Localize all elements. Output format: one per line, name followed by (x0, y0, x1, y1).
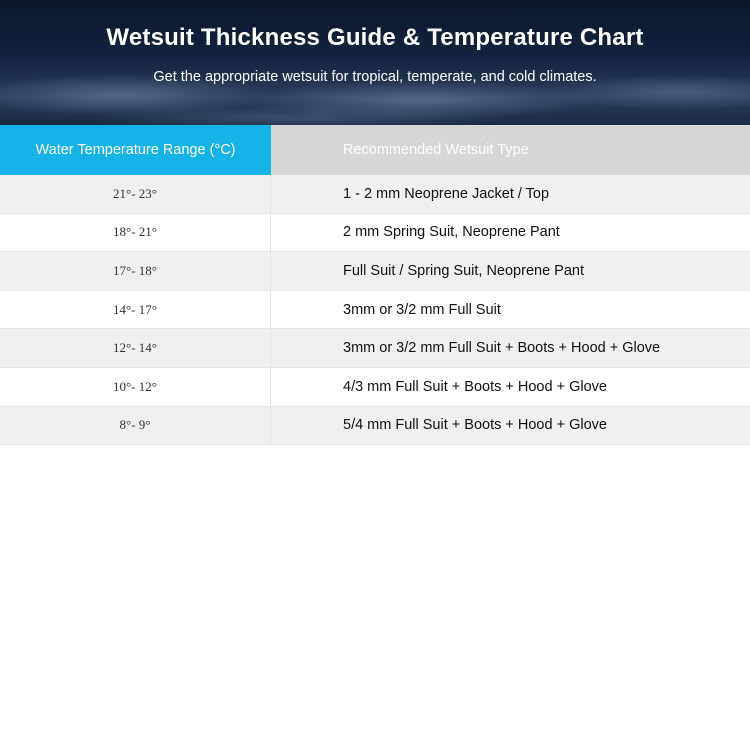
table-row (0, 175, 750, 214)
table-row (0, 291, 750, 330)
temperature-cell: 21°- 23° (0, 175, 271, 213)
wetsuit-cell: 3mm or 3/2 mm Full Suit + Boots + Hood + Glove (343, 340, 661, 357)
wetsuit-cell: Full Suit / Spring Suit, Neoprene Pant (343, 262, 584, 279)
wetsuit-cell: 3mm or 3/2 mm Full Suit (343, 301, 501, 318)
table-row (0, 368, 750, 407)
table-row (0, 329, 750, 368)
page-title: Wetsuit Thickness Guide & Temperature Chart (106, 24, 644, 51)
temperature-cell: 14°- 17° (0, 291, 271, 329)
column-header-wetsuit: Recommended Wetsuit Type (271, 125, 750, 175)
temperature-cell: 10°- 12° (0, 368, 271, 406)
temperature-cell: 8°- 9° (0, 407, 271, 445)
table-row (0, 252, 750, 291)
temperature-table (0, 125, 750, 445)
wetsuit-cell: 2 mm Spring Suit, Neoprene Pant (343, 224, 560, 241)
temperature-cell: 12°- 14° (0, 329, 271, 367)
table-header (0, 125, 750, 175)
table-row (0, 407, 750, 446)
temperature-cell: 17°- 18° (0, 252, 271, 290)
temperature-cell: 18°- 21° (0, 214, 271, 252)
wetsuit-cell: 4/3 mm Full Suit + Boots + Hood + Glove (343, 378, 607, 395)
column-header-temperature: Water Temperature Range (°C) (0, 125, 271, 175)
table-row (0, 214, 750, 253)
wetsuit-cell: 5/4 mm Full Suit + Boots + Hood + Glove (343, 417, 607, 434)
wetsuit-cell: 1 - 2 mm Neoprene Jacket / Top (343, 185, 550, 202)
page-subtitle: Get the appropriate wetsuit for tropical, temperate, and cold climates. (153, 69, 597, 85)
header-banner (0, 0, 750, 125)
